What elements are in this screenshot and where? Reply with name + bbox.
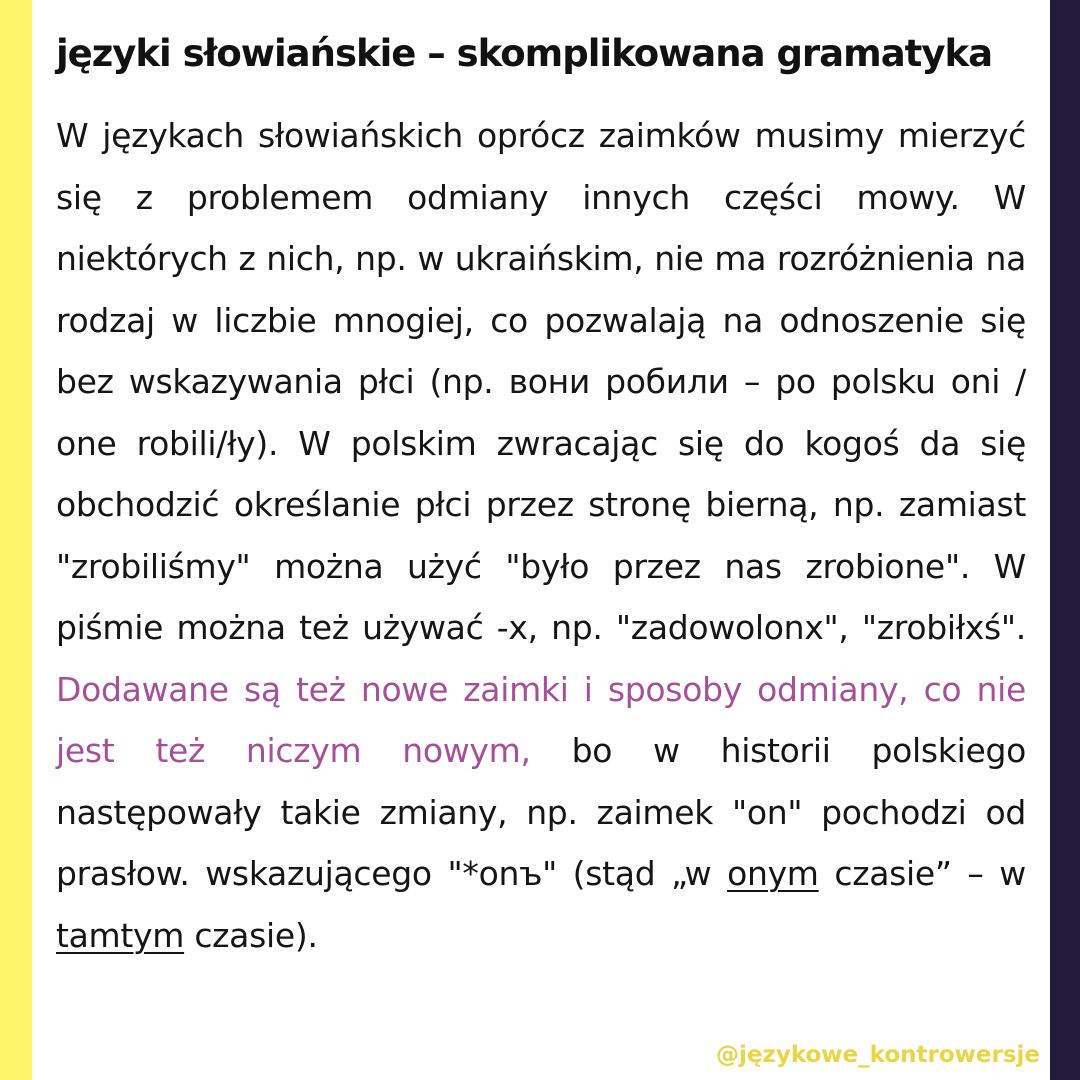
account-handle: @językowe_kontrowersje <box>715 1042 1040 1068</box>
body-text-part-1: W językach słowiańskich oprócz zaimków musimy mierzyć się z problemem odmiany innych części mowy. W niektórych z nich, np. w ukraińskim, nie ma rozróżnienia na rodzaj w liczbie mnogiej, co pozwalają na odnoszenie się bez wskazywania płci (np. вони робили – po polsku oni / one robili/ły). W polskim zwracając się do kogoś da się obchodzić określanie płci przez stronę bierną, np. zamiast "zrobiliśmy" można użyć "było przez nas zrobione". W piśmie można też używać -x, np. "zadowolonx", "zrobiłxś". <box>56 116 1026 647</box>
highlighted-sentence: Dodawane są też nowe zaimki i sposoby odmiany, co nie jest też niczym nowym, <box>56 669 1026 770</box>
right-accent-stripe <box>1050 0 1080 1080</box>
underlined-word-onym: onym <box>727 854 819 893</box>
body-text-part-2: bo w historii polskiego następowały takie zmiany, np. zaimek "on" pochodzi od prasłow. wskazującego "*onъ" (stąd „w <box>56 731 1026 893</box>
underlined-word-tamtym: tamtym <box>56 915 185 955</box>
page-title: języki słowiańskie – skomplikowana gramatyka <box>56 32 993 75</box>
body-text-part-3: czasie” – w <box>818 854 1027 893</box>
left-accent-stripe <box>0 0 32 1080</box>
body-paragraph <box>56 105 1026 966</box>
body-text-part-4: czasie). <box>184 915 318 955</box>
